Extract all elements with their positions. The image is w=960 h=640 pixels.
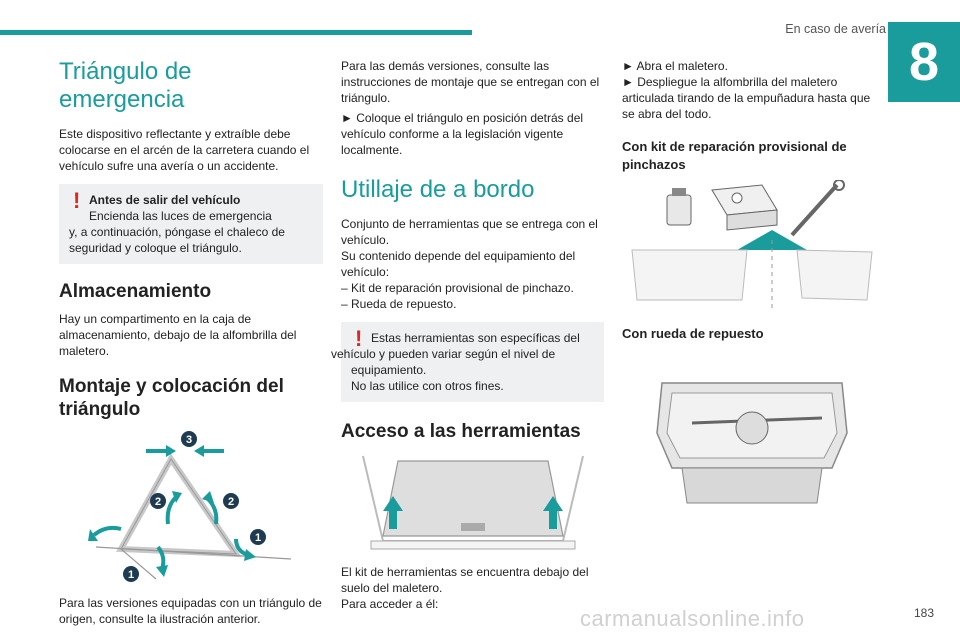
other-versions-text: Para las demás versiones, consulte las instrucciones de montaje que se entregan con el triángulo. (341, 59, 600, 105)
tools-item-1: – Kit de reparación provisional de pinchazo. (341, 281, 574, 295)
watermark: carmanualsonline.info (580, 606, 805, 631)
warning-icon: ! (355, 326, 363, 351)
triangle-intro: Este dispositivo reflectante y extraíble debe colocarse en el arcén de la carretera cuando el vehículo sufre una avería o un accidente. (59, 127, 310, 173)
repair-kit-figure (627, 180, 877, 315)
tools-warning-line3: No las utilice con otros fines. (351, 379, 504, 393)
storage-text: Hay un compartimento en la caja de almacenamiento, debajo de la alfombrilla del maletero. (59, 312, 297, 358)
badge-label: 3 (185, 434, 193, 446)
step-badge-3 (181, 431, 197, 447)
badge-label: 2 (227, 496, 235, 508)
column-2 (331, 52, 604, 616)
access-text-1: El kit de herramientas se encuentra debajo del suelo del maletero. (341, 565, 589, 595)
warning-line: Encienda las luces de emergencia (89, 209, 272, 223)
section-title: En caso de avería (785, 22, 886, 36)
access-text-2: Para acceder a él: (341, 597, 439, 611)
tools-item-2: – Rueda de repuesto. (341, 297, 457, 311)
badge-label: 1 (127, 569, 135, 581)
tools-warning-rest: vehículo y pueden variar según el nivel de equipamiento. (331, 347, 556, 377)
step-open-trunk: ► Abra el maletero. (622, 59, 728, 73)
warning-bold: Antes de salir del vehículo (89, 193, 241, 207)
place-triangle-text: ► Coloque el triángulo en posición detrás del vehículo conforme a la legislación vigente localmente. (341, 111, 584, 157)
chapter-number: 8 (888, 22, 960, 102)
page-number: 183 (913, 606, 934, 620)
tools-warning-line: Estas herramientas son específicas del (371, 331, 580, 345)
tools-warning-box (331, 322, 604, 402)
after-figure-text: Para las versiones equipadas con un triángulo de origen, consulte la ilustración anterior. (59, 596, 322, 626)
trunk-floor-figure (353, 451, 593, 556)
tools-text-1: Conjunto de herramientas que se entrega con el vehículo. (341, 217, 598, 247)
warning-icon: ! (73, 188, 81, 213)
column-3 (622, 52, 882, 514)
step-unfold-mat: ► Despliegue la alfombrilla del maletero articulada tirando de la empuñadura hasta que se abra del todo. (622, 75, 871, 121)
badge-label: 1 (254, 532, 262, 544)
step-badge-1-right (250, 529, 266, 545)
storage-heading: Almacenamiento (59, 281, 212, 302)
header-accent-bar (0, 30, 472, 35)
triangle-title: Triángulo de emergencia (59, 58, 192, 113)
tools-title: Utillaje de a bordo (341, 176, 535, 203)
step-badge-2-left (150, 493, 166, 509)
triangle-assembly-figure (76, 429, 306, 589)
warning-box (59, 184, 323, 264)
access-heading: Acceso a las herramientas (341, 421, 581, 442)
step-badge-2-right (223, 493, 239, 509)
spare-wheel-figure (652, 373, 852, 508)
warning-rest: y, a continuación, póngase el chaleco de seguridad y coloque el triángulo. (69, 225, 285, 255)
kit-heading: Con kit de reparación provisional de pinchazos (622, 139, 847, 172)
mount-heading: Montaje y colocación del triángulo (59, 376, 284, 420)
spare-heading: Con rueda de repuesto (622, 326, 764, 341)
step-badge-1-left (123, 566, 139, 582)
tools-text-2: Su contenido depende del equipamiento del vehículo: (341, 249, 576, 279)
badge-label: 2 (154, 496, 162, 508)
column-1 (59, 52, 323, 631)
